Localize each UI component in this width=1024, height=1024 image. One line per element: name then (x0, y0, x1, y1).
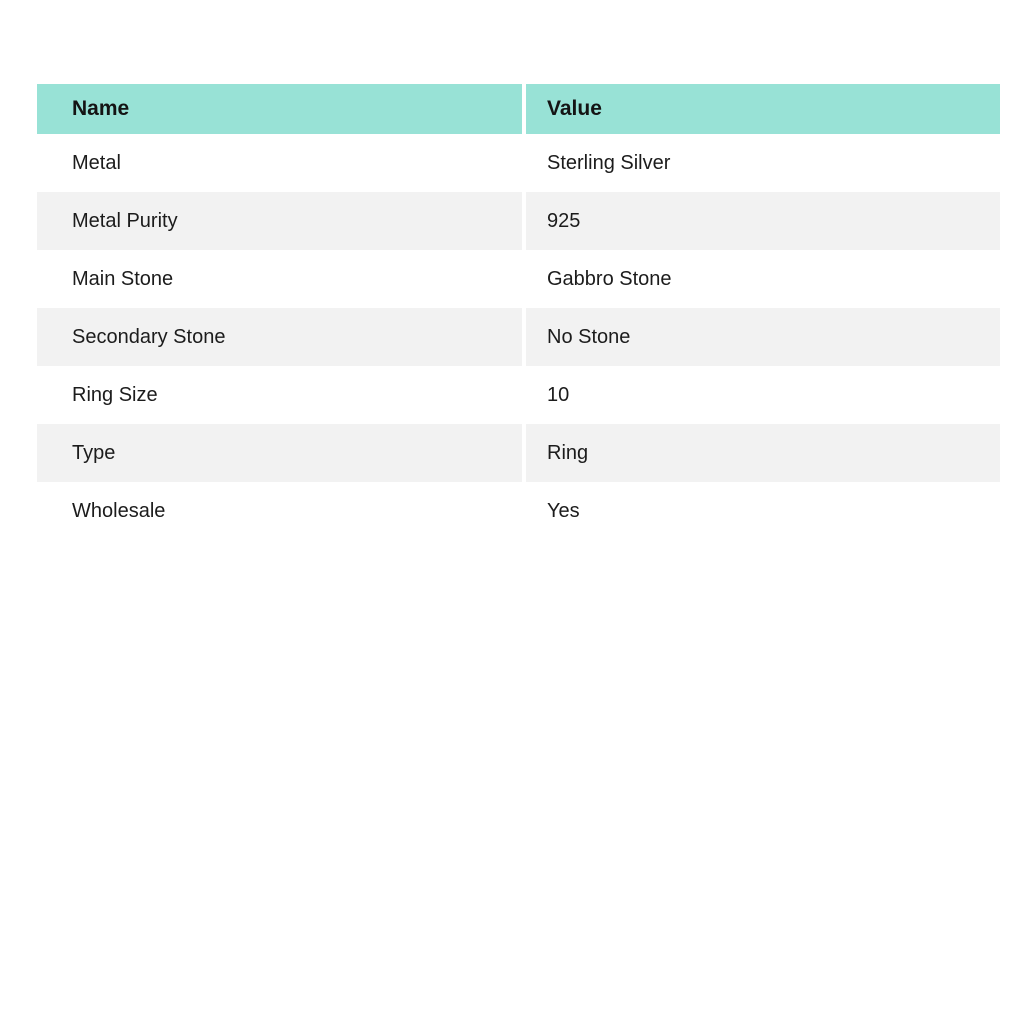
table-row (37, 134, 1000, 192)
table-row (37, 192, 1000, 250)
spec-value-cell: Gabbro Stone (524, 250, 1000, 308)
table-row (37, 308, 1000, 366)
spec-name-cell: Ring Size (37, 366, 524, 424)
spec-name-cell: Secondary Stone (37, 308, 524, 366)
spec-value-cell: Yes (524, 482, 1000, 540)
spec-name-cell: Type (37, 424, 524, 482)
spec-value-cell: 10 (524, 366, 1000, 424)
spec-name-cell: Metal (37, 134, 524, 192)
spec-name-cell: Metal Purity (37, 192, 524, 250)
spec-value-cell: 925 (524, 192, 1000, 250)
spec-name-cell: Main Stone (37, 250, 524, 308)
spec-name-cell: Wholesale (37, 482, 524, 540)
table-row (37, 424, 1000, 482)
product-specs-table (37, 84, 1000, 540)
table-header-row (37, 84, 1000, 134)
table-row (37, 482, 1000, 540)
spec-value-cell: Ring (524, 424, 1000, 482)
spec-value-cell: No Stone (524, 308, 1000, 366)
spec-value-cell: Sterling Silver (524, 134, 1000, 192)
column-header-name: Name (37, 84, 524, 134)
table-body (37, 134, 1000, 540)
table-row (37, 366, 1000, 424)
column-header-value: Value (524, 84, 1000, 134)
table-row (37, 250, 1000, 308)
